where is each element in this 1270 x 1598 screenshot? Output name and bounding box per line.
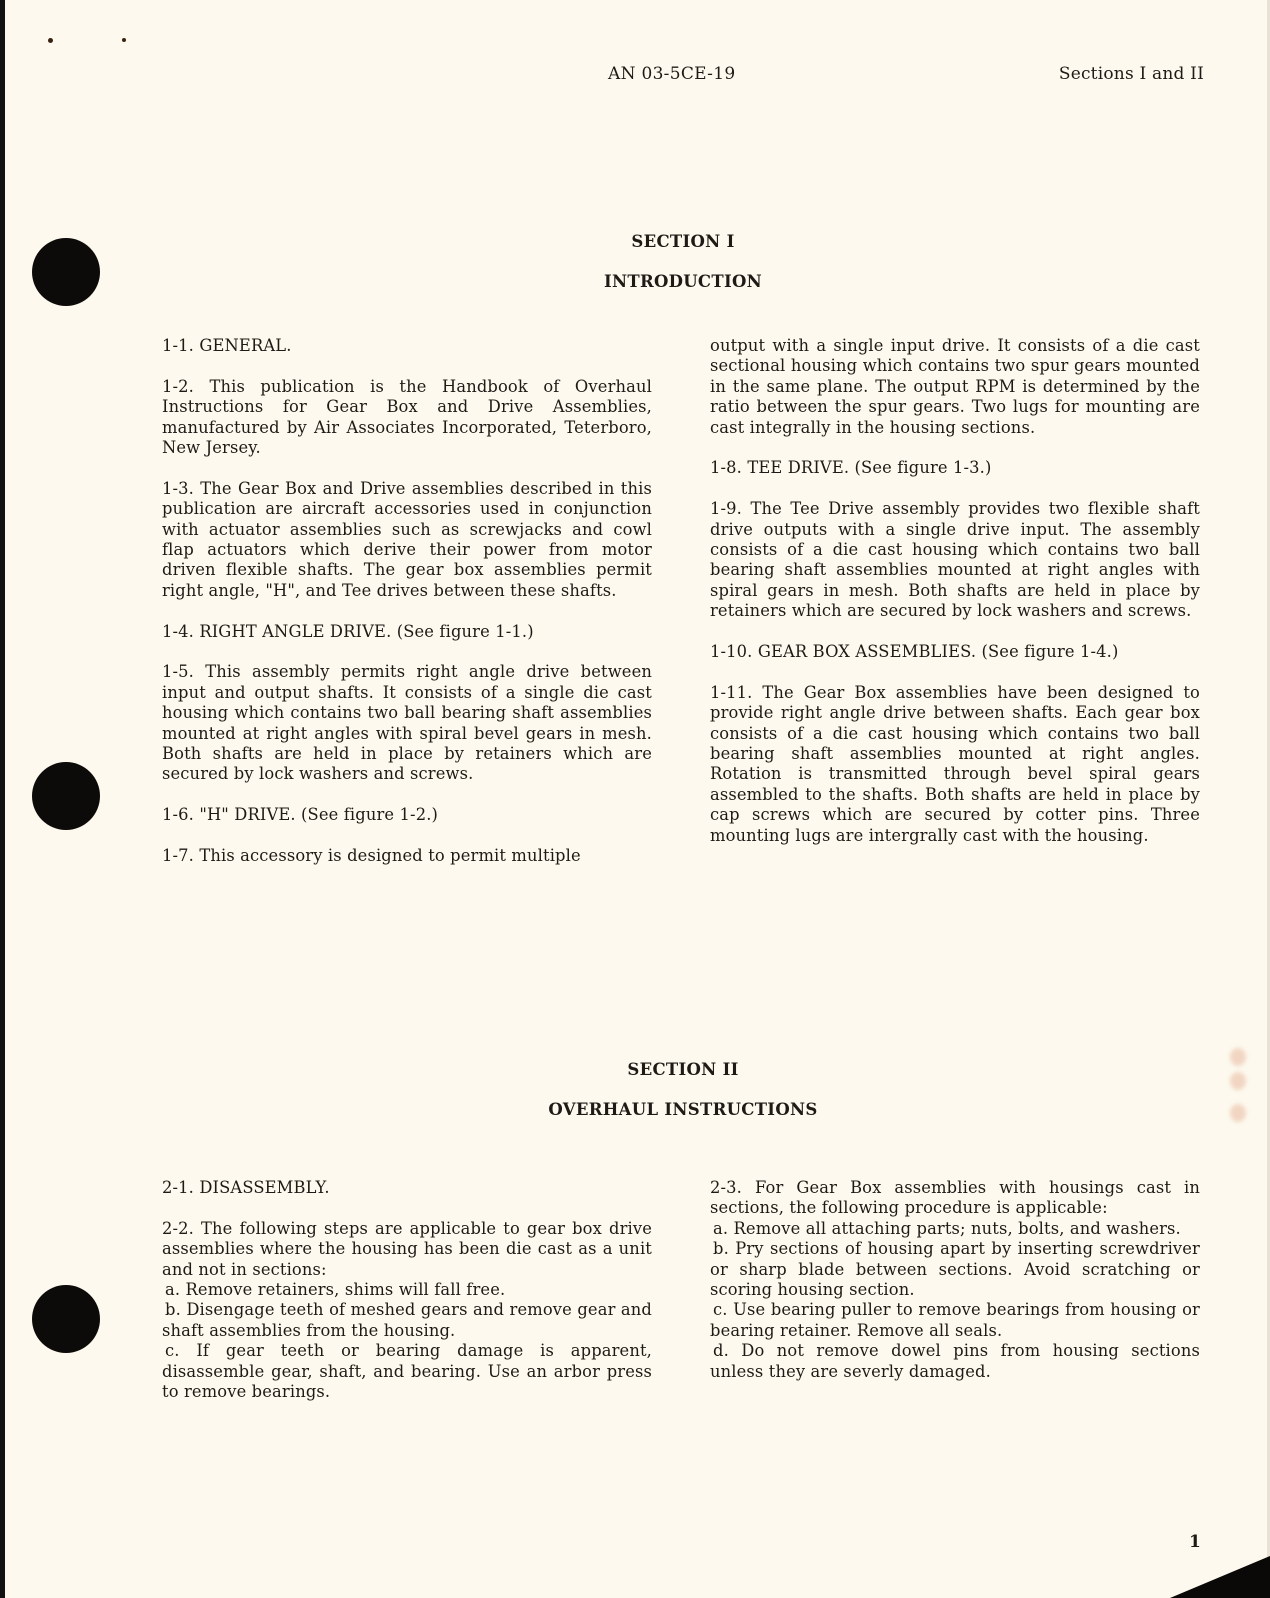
section-1-left-column: [162, 336, 652, 866]
step-2-2-a: a. Remove retainers, shims will fall free.: [165, 1280, 506, 1300]
section-1-title: SECTION I: [631, 232, 735, 251]
paragraph-1-6-heading: 1-6. "H" DRIVE. (See figure 1-2.): [162, 805, 439, 825]
paragraph-2-3: 2-3. For Gear Box assemblies with housings cast in sections, the following procedure is applicable:: [710, 1178, 1200, 1218]
punch-hole-middle: [32, 762, 100, 830]
step-2-2-c: c. If gear teeth or bearing damage is apparent, disassemble gear, shaft, and bearing. Use an arbor press to remove bearings.: [162, 1341, 652, 1402]
paragraph-1-2: 1-2. This publication is the Handbook of Overhaul Instructions for Gear Box and Drive Assemblies, manufactured by Air Associates Incorporated, Teterboro, New Jersey.: [162, 376, 652, 458]
step-2-3-b: b. Pry sections of housing apart by inserting screwdriver or sharp blade between sections. Avoid scratching or scoring housing section.: [710, 1239, 1200, 1300]
section-2-title: SECTION II: [627, 1060, 739, 1079]
page-number: 1: [1189, 1532, 1201, 1552]
paragraph-1-8-heading: 1-8. TEE DRIVE. (See figure 1-3.): [710, 458, 992, 478]
sections-label: Sections I and II: [1058, 64, 1204, 84]
paragraph-1-11: 1-11. The Gear Box assemblies have been designed to provide right angle drive between shafts. Each gear box consists of a die cast housing which contains two ball bearing shaft assemblies mounted at right angles. Rotation is transmitted through bevel spiral gears assembled to the shafts. Both shafts are held in place by cap screws which are secured by cotter pins. Three mounting lugs are intergrally cast with the housing.: [710, 682, 1200, 845]
step-2-3-a: a. Remove all attaching parts; nuts, bolts, and washers.: [713, 1218, 1181, 1238]
paragraph-1-4-heading: 1-4. RIGHT ANGLE DRIVE. (See figure 1-1.): [162, 621, 534, 641]
paragraph-1-3: 1-3. The Gear Box and Drive assemblies described in this publication are aircraft accessories used in conjunction with actuator assemblies such as screwjacks and cowl flap actuators which derive their power from motor driven flexible shafts. The gear box assemblies permit right angle, "H", and Tee drives between these shafts.: [162, 478, 652, 600]
document-code: AN 03-5CE-19: [608, 64, 736, 84]
step-2-2-b: b. Disengage teeth of meshed gears and remove gear and shaft assemblies from the housing.: [162, 1300, 652, 1340]
paragraph-1-1-heading: 1-1. GENERAL.: [162, 336, 292, 355]
paragraph-2-1-heading: 2-1. DISASSEMBLY.: [162, 1178, 330, 1197]
section-2-subtitle: OVERHAUL INSTRUCTIONS: [548, 1100, 818, 1119]
section-2-left-column: [162, 1178, 652, 1402]
paragraph-1-7-continued: output with a single input drive. It consists of a die cast sectional housing which contains two spur gears mounted in the same plane. The output RPM is determined by the ratio between the spur gears. Two lugs for mounting are cast integrally in the housing sections.: [710, 336, 1200, 437]
ink-speck: [48, 38, 53, 43]
page-corner-shadow: [1170, 1556, 1270, 1598]
punch-hole-bottom: [32, 1285, 100, 1353]
step-2-3-d: d. Do not remove dowel pins from housing sections unless they are severly damaged.: [710, 1341, 1200, 1381]
ink-speck: [122, 38, 126, 42]
section-2-right-column: [710, 1178, 1200, 1382]
section-1-right-column: [710, 336, 1200, 846]
step-2-3-c: c. Use bearing puller to remove bearings from housing or bearing retainer. Remove all seals.: [710, 1300, 1200, 1340]
paragraph-1-5: 1-5. This assembly permits right angle drive between input and output shafts. It consists of a single die cast housing which contains two ball bearing shaft assemblies mounted at right angles with spiral bevel gears in mesh. Both shafts are held in place by retainers which are secured by lock washers and screws.: [162, 662, 652, 784]
paragraph-1-9: 1-9. The Tee Drive assembly provides two flexible shaft drive outputs with a single drive input. The assembly consists of a die cast housing which contains two ball bearing shaft assemblies mounted at right angles with spiral gears in mesh. Both shafts are held in place by retainers which are secured by lock washers and screws.: [710, 499, 1200, 621]
paragraph-2-2: 2-2. The following steps are applicable to gear box drive assemblies where the housing has been die cast as a unit and not in sections:: [162, 1218, 652, 1279]
paragraph-1-7-start: 1-7. This accessory is designed to permit multiple: [162, 846, 581, 866]
section-1-subtitle: INTRODUCTION: [603, 272, 763, 291]
paragraph-1-10-heading: 1-10. GEAR BOX ASSEMBLIES. (See figure 1-4.): [710, 642, 1119, 662]
